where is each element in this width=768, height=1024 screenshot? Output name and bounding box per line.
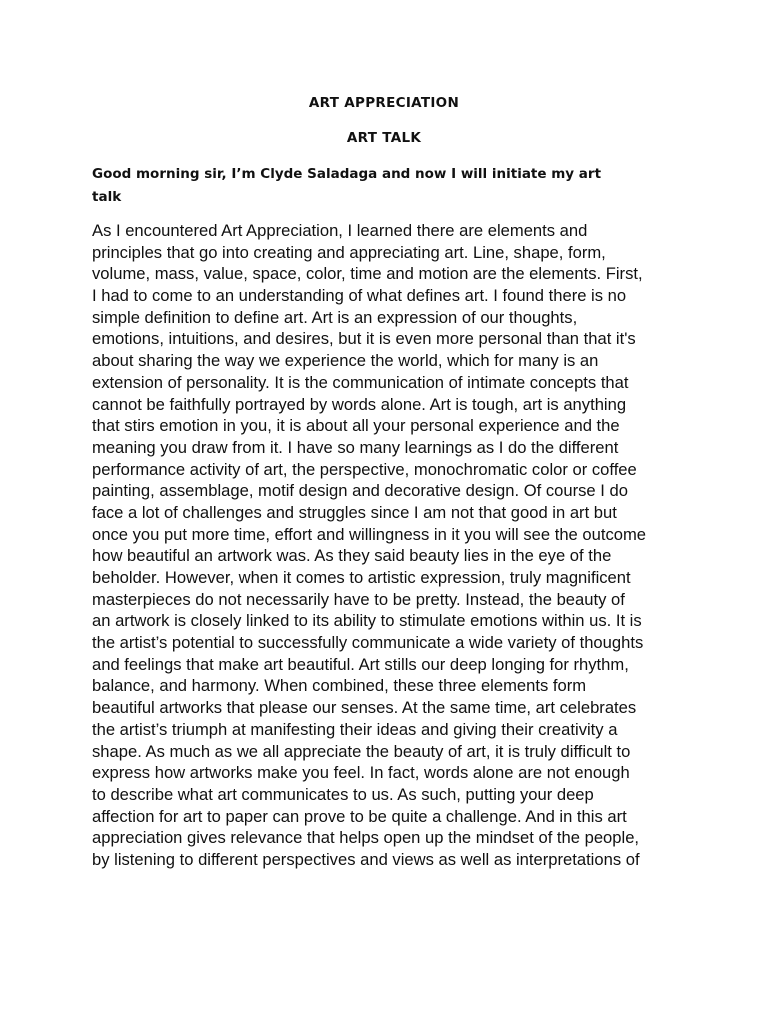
body-line: and feelings that make art beautiful. Art stills our deep longing for rhythm, xyxy=(92,654,629,674)
body-line: painting, assemblage, motif design and decorative design. Of course I do xyxy=(92,481,628,501)
body-line: once you put more time, effort and willingness in it you will see the outcome xyxy=(92,524,647,544)
intro-paragraph xyxy=(92,163,692,209)
body-line: the artist’s potential to successfully communicate a wide variety of thoughts xyxy=(92,633,644,653)
body-line: principles that go into creating and appreciating art. Line, shape, form, xyxy=(92,242,606,262)
body-line: performance activity of art, the perspective, monochromatic color or coffee xyxy=(92,459,637,479)
body-line: that stirs emotion in you, it is about all your personal experience and the xyxy=(92,416,620,436)
body-line: appreciation gives relevance that helps open up the mindset of the people, xyxy=(92,828,640,848)
intro-line: Good morning sir, I’m Clyde Saladaga and now I will initiate my art xyxy=(92,166,602,182)
body-line: balance, and harmony. When combined, these three elements form xyxy=(92,676,587,696)
body-line: I had to come to an understanding of what defines art. I found there is no xyxy=(92,286,627,306)
body-line: to describe what art communicates to us. As such, putting your deep xyxy=(92,784,594,804)
body-line: beholder. However, when it comes to artistic expression, truly magnificent xyxy=(92,568,631,587)
document-subtitle: ART TALK xyxy=(346,130,422,146)
body-line: how beautiful an artwork was. As they said beauty lies in the eye of the xyxy=(92,546,612,566)
body-line: emotions, intuitions, and desires, but it is even more personal than that it's xyxy=(92,329,636,349)
body-line: the artist’s triumph at manifesting their ideas and giving their creativity a xyxy=(92,719,618,739)
body-line: face a lot of challenges and struggles since I am not that good in art but xyxy=(92,502,617,522)
document-title: ART APPRECIATION xyxy=(308,95,460,111)
body-line: masterpieces do not necessarily have to be pretty. Instead, the beauty of xyxy=(92,589,625,609)
body-line: an artwork is closely linked to its ability to stimulate emotions within us. It is xyxy=(92,611,642,631)
body-line: about sharing the way we experience the world, which for many is an xyxy=(92,351,599,371)
body-line: extension of personality. It is the communication of intimate concepts that xyxy=(92,372,629,392)
body-line: express how artworks make you feel. In fact, words alone are not enough xyxy=(92,763,630,783)
body-line: simple definition to define art. Art is an expression of our thoughts, xyxy=(92,307,578,327)
body-line: As I encountered Art Appreciation, I learned there are elements and xyxy=(92,221,588,240)
body-line: volume, mass, value, space, color, time and motion are the elements. First, xyxy=(92,264,643,284)
body-line: beautiful artworks that please our senses. At the same time, art celebrates xyxy=(92,698,637,718)
body-line: meaning you draw from it. I have so many learnings as I do the different xyxy=(92,437,619,457)
body-line: affection for art to paper can prove to be quite a challenge. And in this art xyxy=(92,806,627,826)
body-line: cannot be faithfully portrayed by words alone. Art is tough, art is anything xyxy=(92,394,627,414)
intro-line: talk xyxy=(92,189,122,205)
body-line: by listening to different perspectives and views as well as interpretations of xyxy=(92,849,640,869)
body-paragraph xyxy=(92,220,692,871)
body-line: shape. As much as we all appreciate the beauty of art, it is truly difficult to xyxy=(92,741,631,761)
